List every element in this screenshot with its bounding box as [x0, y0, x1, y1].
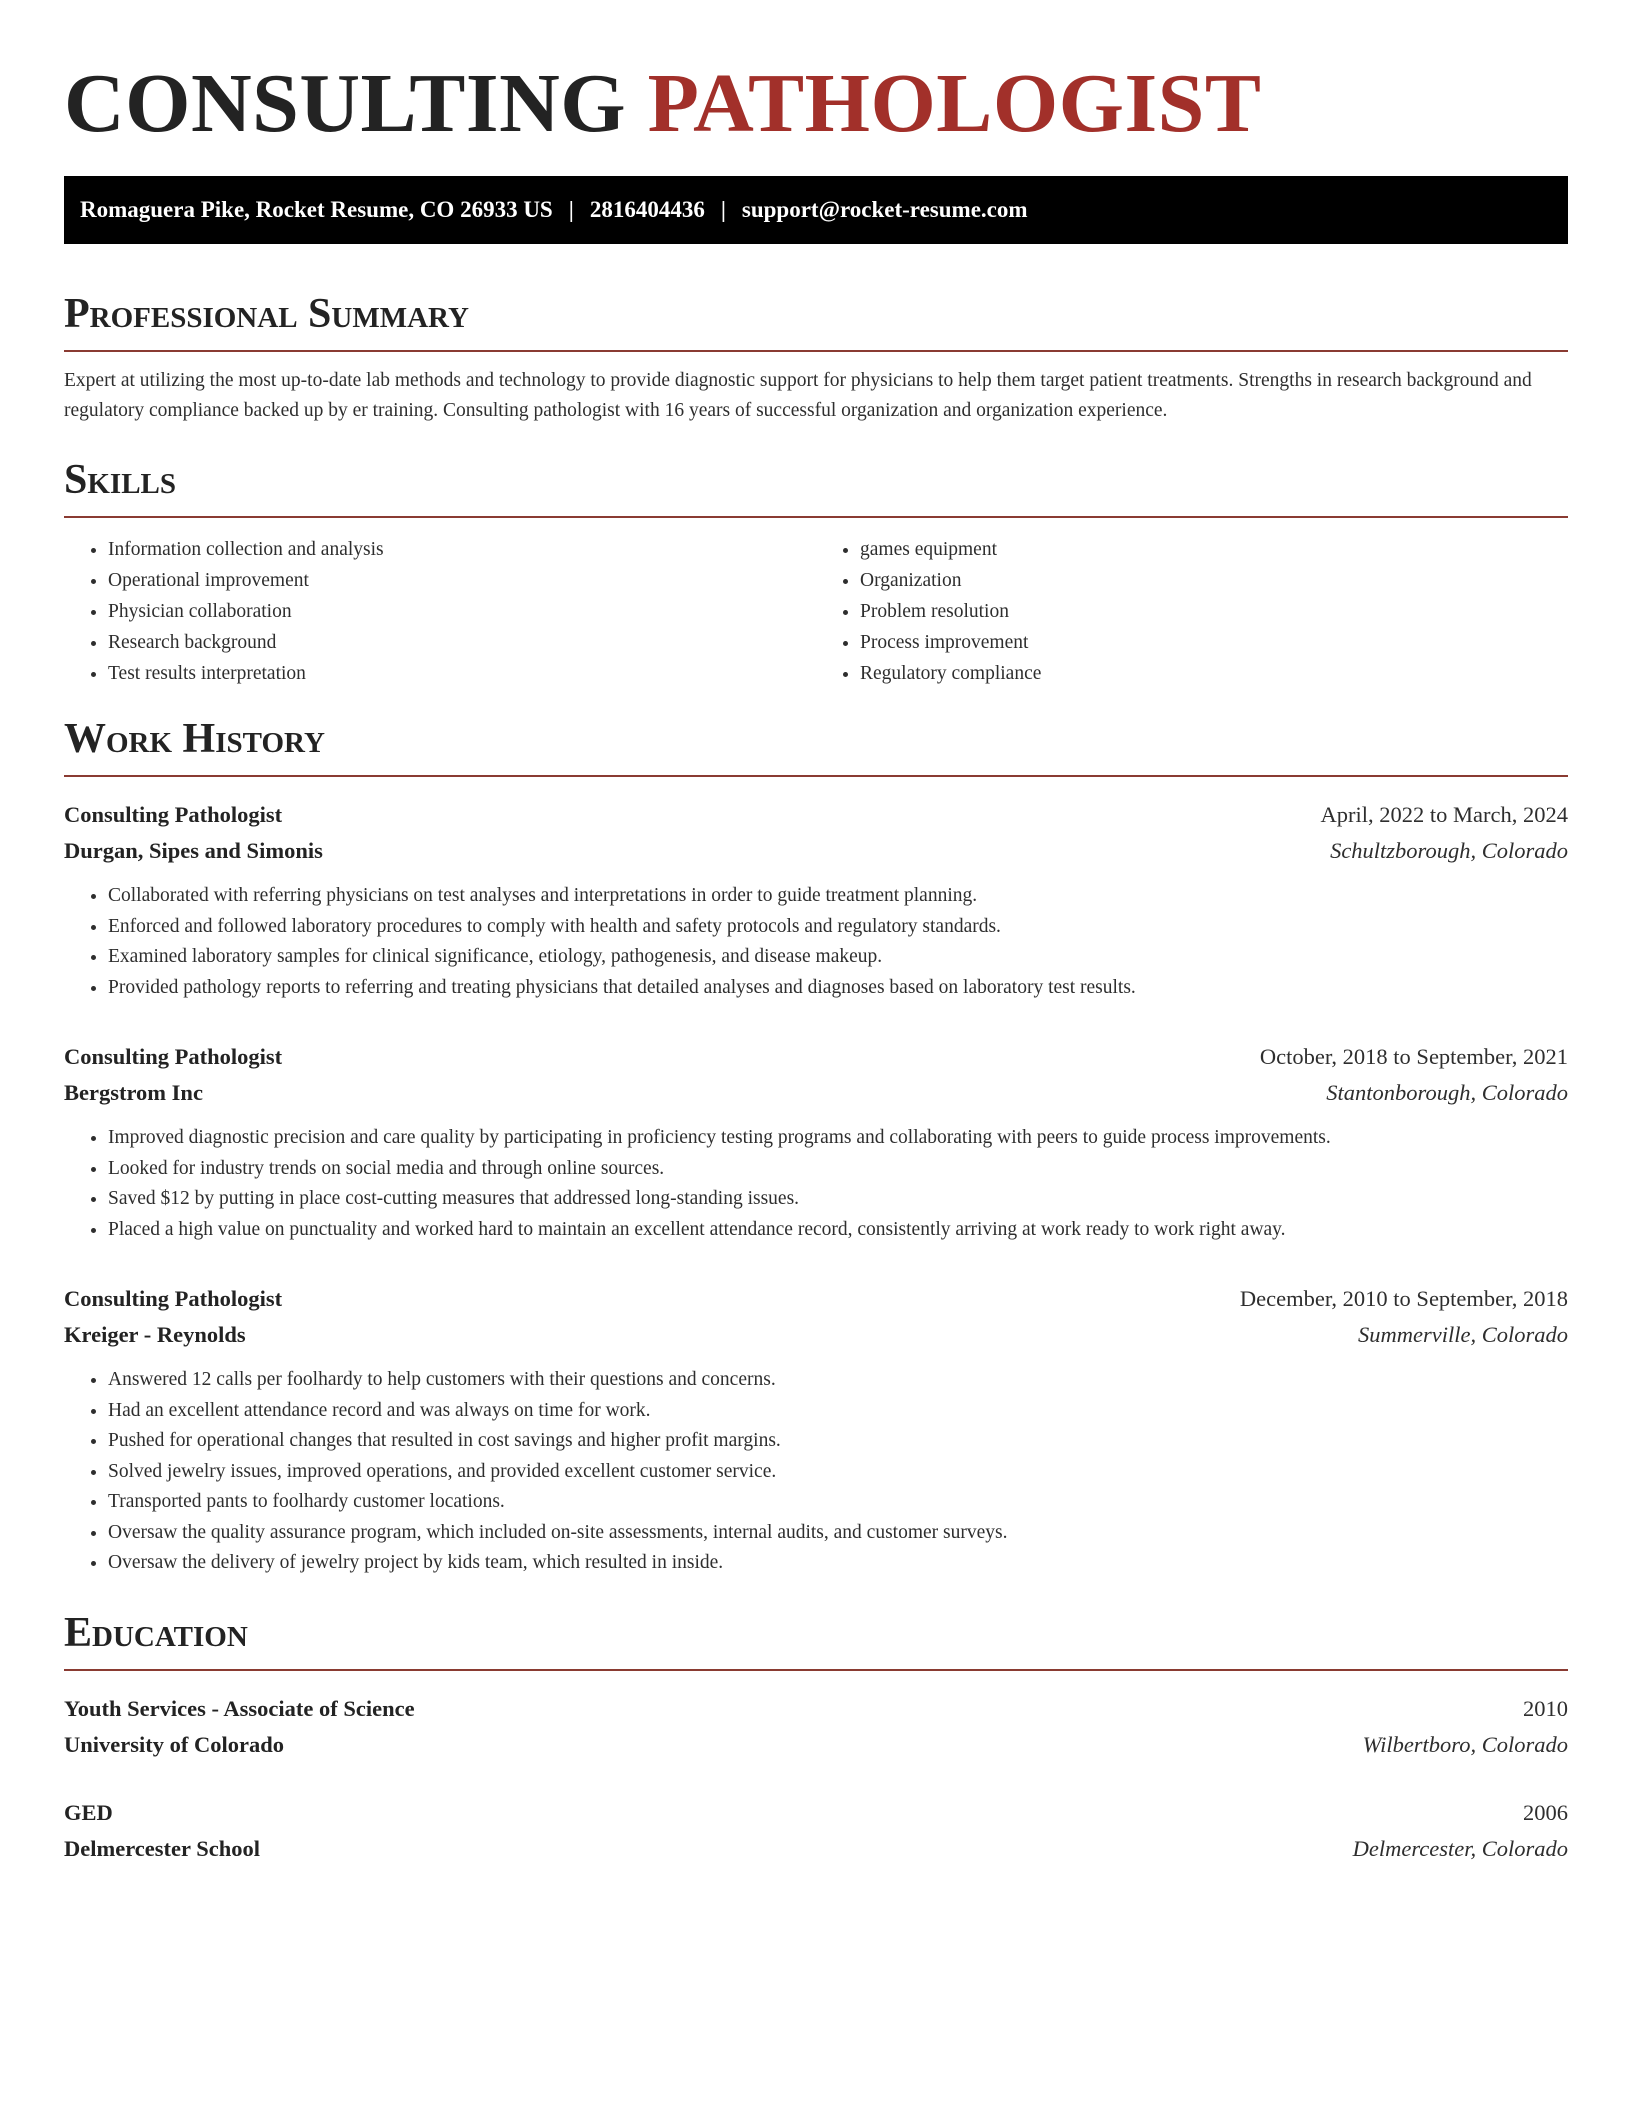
contact-bar	[64, 176, 1568, 244]
education-location: Wilbertboro, Colorado	[1362, 1731, 1568, 1757]
job-header-row	[64, 797, 1568, 833]
skill-item: • Organization	[860, 565, 1568, 596]
job-title: Consulting Pathologist	[64, 1044, 283, 1069]
education-heading: Education	[64, 1607, 1568, 1671]
skill-item: • Operational improvement	[108, 565, 816, 596]
job-bullet: • Examined laboratory samples for clinical significance, etiology, pathogenesis, and disease makeup.	[108, 942, 1568, 973]
job-bullet: • Had an excellent attendance record and was always on time for work.	[108, 1396, 1568, 1427]
job-entry	[64, 1281, 1568, 1579]
job-header-row	[64, 1281, 1568, 1317]
job-dates: October, 2018 to September, 2021	[1259, 1044, 1568, 1069]
education-degree: GED	[64, 1799, 113, 1825]
skill-item: • Problem resolution	[860, 596, 1568, 627]
job-header-row	[64, 1039, 1568, 1075]
skills-left-list	[64, 534, 816, 689]
contact-address: Romaguera Pike, Rocket Resume, CO 26933 US	[80, 197, 553, 222]
contact-separator: |	[720, 197, 726, 222]
job-bullet: • Pushed for operational changes that resulted in cost savings and higher profit margins.	[108, 1426, 1568, 1457]
contact-email: support@rocket-resume.com	[741, 197, 1028, 222]
skill-item: • Research background	[108, 627, 816, 658]
summary-section	[64, 288, 1568, 426]
job-entry	[64, 1039, 1568, 1245]
job-company: Durgan, Sipes and Simonis	[64, 838, 323, 863]
job-title: Consulting Pathologist	[64, 1286, 283, 1311]
education-school-row	[64, 1727, 1568, 1763]
job-location: Stantonborough, Colorado	[1326, 1080, 1568, 1105]
skill-item: • Test results interpretation	[108, 658, 816, 689]
job-company-row	[64, 1317, 1568, 1353]
contact-separator: |	[568, 197, 574, 222]
skill-item: • Regulatory compliance	[860, 658, 1568, 689]
job-bullet: • Collaborated with referring physicians on test analyses and interpretations in order to guide treatment planning.	[108, 881, 1568, 912]
job-company-row	[64, 1075, 1568, 1111]
education-entry	[64, 1691, 1568, 1763]
job-bullet: • Placed a high value on punctuality and worked hard to maintain an excellent attendance record, consistently arriving at work ready to work right away.	[108, 1215, 1568, 1246]
skills-right-list	[816, 534, 1568, 689]
job-company: Bergstrom Inc	[64, 1080, 203, 1105]
job-bullet: • Looked for industry trends on social media and through online sources.	[108, 1154, 1568, 1185]
education-section	[64, 1607, 1568, 1867]
job-company: Kreiger - Reynolds	[64, 1322, 246, 1347]
name-first-word: CONSULTING	[64, 57, 627, 150]
job-bullet: • Saved $12 by putting in place cost-cutting measures that addressed long-standing issues.	[108, 1184, 1568, 1215]
education-degree: Youth Services - Associate of Science	[64, 1695, 415, 1721]
education-school: Delmercester School	[64, 1835, 260, 1861]
education-year: 2010	[1523, 1695, 1568, 1721]
name-last-word: PATHOLOGIST	[647, 57, 1262, 150]
skills-grid	[64, 534, 1568, 689]
job-dates: April, 2022 to March, 2024	[1320, 802, 1568, 827]
skills-heading: Skills	[64, 454, 1568, 518]
job-title: Consulting Pathologist	[64, 802, 283, 827]
work-history-heading: Work History	[64, 713, 1568, 777]
job-company-row	[64, 833, 1568, 869]
skill-item: • Information collection and analysis	[108, 534, 816, 565]
summary-heading: Professional Summary	[64, 288, 1568, 352]
education-entry	[64, 1795, 1568, 1867]
skill-item: • Process improvement	[860, 627, 1568, 658]
skill-item: • Physician collaboration	[108, 596, 816, 627]
skill-item: • games equipment	[860, 534, 1568, 565]
education-degree-row	[64, 1795, 1568, 1831]
job-bullet: • Oversaw the delivery of jewelry project by kids team, which resulted in inside.	[108, 1548, 1568, 1579]
job-entry	[64, 797, 1568, 1003]
education-location: Delmercester, Colorado	[1352, 1835, 1568, 1861]
job-bullets	[64, 1123, 1568, 1245]
job-bullet: • Provided pathology reports to referring and treating physicians that detailed analyses and diagnoses based on laboratory test results.	[108, 973, 1568, 1004]
job-bullet: • Solved jewelry issues, improved operations, and provided excellent customer service.	[108, 1457, 1568, 1488]
job-location: Schultzborough, Colorado	[1330, 838, 1568, 863]
job-location: Summerville, Colorado	[1358, 1322, 1568, 1347]
education-school: University of Colorado	[64, 1731, 284, 1757]
job-dates: December, 2010 to September, 2018	[1239, 1286, 1568, 1311]
job-bullets	[64, 1365, 1568, 1579]
job-bullet: • Answered 12 calls per foolhardy to help customers with their questions and concerns.	[108, 1365, 1568, 1396]
skills-section	[64, 454, 1568, 689]
job-bullet: • Transported pants to foolhardy customer locations.	[108, 1487, 1568, 1518]
job-bullets	[64, 881, 1568, 1003]
education-school-row	[64, 1831, 1568, 1867]
work-history-section	[64, 713, 1568, 1579]
summary-text: Expert at utilizing the most up-to-date lab methods and technology to provide diagnostic support for physicians to help them target patient treatments. Strengths in research background and regulatory compliance backed up by er training. Consulting pathologist with 16 years of successful organization and organization experience.	[64, 370, 1532, 421]
job-bullet: • Enforced and followed laboratory procedures to comply with health and safety protocols and regulatory standards.	[108, 912, 1568, 943]
job-bullet: • Improved diagnostic precision and care quality by participating in proficiency testing programs and collaborating with peers to guide process improvements.	[108, 1123, 1568, 1154]
contact-phone: 2816404436	[589, 197, 705, 222]
job-bullet: • Oversaw the quality assurance program, which included on-site assessments, internal audits, and customer surveys.	[108, 1518, 1568, 1549]
resume-name-heading	[64, 56, 1568, 152]
education-year: 2006	[1523, 1799, 1568, 1825]
education-degree-row	[64, 1691, 1568, 1727]
